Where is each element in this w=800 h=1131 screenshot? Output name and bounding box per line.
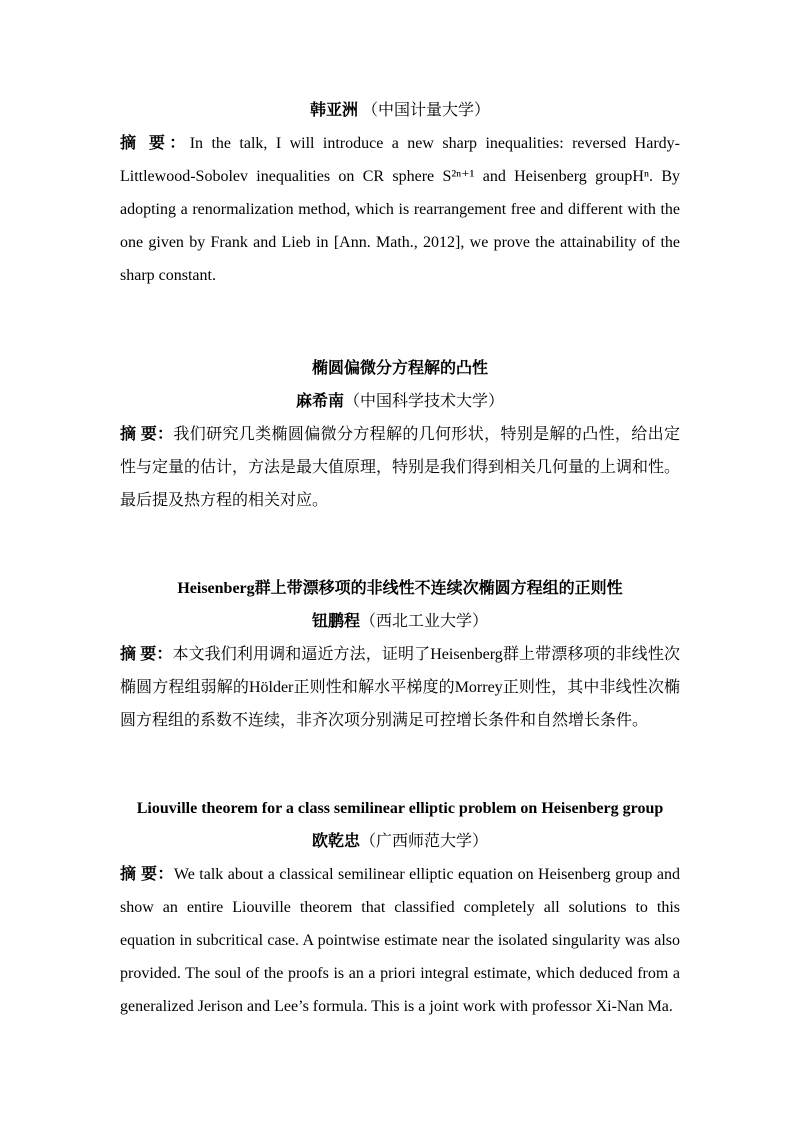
abstract-label: 摘 要： [120,135,190,152]
abstract-section [120,352,680,517]
author-name: 欧乾忠 [311,833,360,850]
author-line [120,605,680,638]
abstract-paragraph [120,127,680,292]
talk-title: Liouville theorem for a class semilinear elliptic problem on Heisenberg group [136,800,664,817]
talk-title: 椭圆偏微分方程解的凸性 [311,360,488,377]
abstract-section [120,792,680,1023]
talk-title: Heisenberg群上带漂移项的非线性不连续次椭圆方程组的正则性 [177,580,623,597]
author-line [120,94,680,127]
author-line [120,825,680,858]
author-affiliation: （中国科学技术大学） [344,393,505,410]
abstract-paragraph [120,638,680,737]
author-line [120,385,680,418]
abstract-label: 摘 要： [120,866,174,883]
abstract-text: In the talk, I will introduce a new sharp inequalities: reversed Hardy-Littlewood-Sobolev inequalities on CR sphere S²ⁿ⁺¹ and Heisenberg groupHⁿ. By adopting a renormalization method, which is rearrangement free and different with the one given by Frank and Lieb in [Ann. Math., 2012], we prove the attainability of the sharp constant. [120,135,680,284]
abstract-text: We talk about a classical semilinear elliptic equation on Heisenberg group and show an entire Liouville theorem that classified completely all solutions to this equation in subcritical case. A pointwise estimate near the isolated singularity was also provided. The soul of the proofs is an a priori integral estimate, which deduced from a generalized Jerison and Lee’s formula. This is a joint work with professor Xi-Nan Ma. [120,866,680,1015]
abstract-paragraph [120,858,680,1023]
author-name: 韩亚洲 [309,102,358,119]
abstract-text: 我们研究几类椭圆偏微分方程解的几何形状，特别是解的凸性，给出定性与定量的估计，方法是最大值原理，特别是我们得到相关几何量的上调和性。最后提及热方程的相关对应。 [120,426,681,509]
abstract-section [120,94,680,292]
author-affiliation: （广西师范大学） [360,833,489,850]
abstract-paragraph [120,418,680,517]
abstract-label: 摘 要： [120,426,174,443]
abstract-section [120,572,680,737]
author-name: 钮鹏程 [311,613,360,630]
author-name: 麻希南 [295,393,344,410]
author-affiliation: （中国计量大学） [358,102,491,119]
abstract-text: 本文我们利用调和逼近方法，证明了Heisenberg群上带漂移项的非线性次椭圆方程组弱解的Hölder正则性和解水平梯度的Morrey正则性，其中非线性次椭圆方程组的系数不连续，非齐次项分别满足可控增长条件和自然增长条件。 [120,646,680,729]
abstract-label: 摘 要： [120,646,173,663]
author-affiliation: （西北工业大学） [360,613,489,630]
